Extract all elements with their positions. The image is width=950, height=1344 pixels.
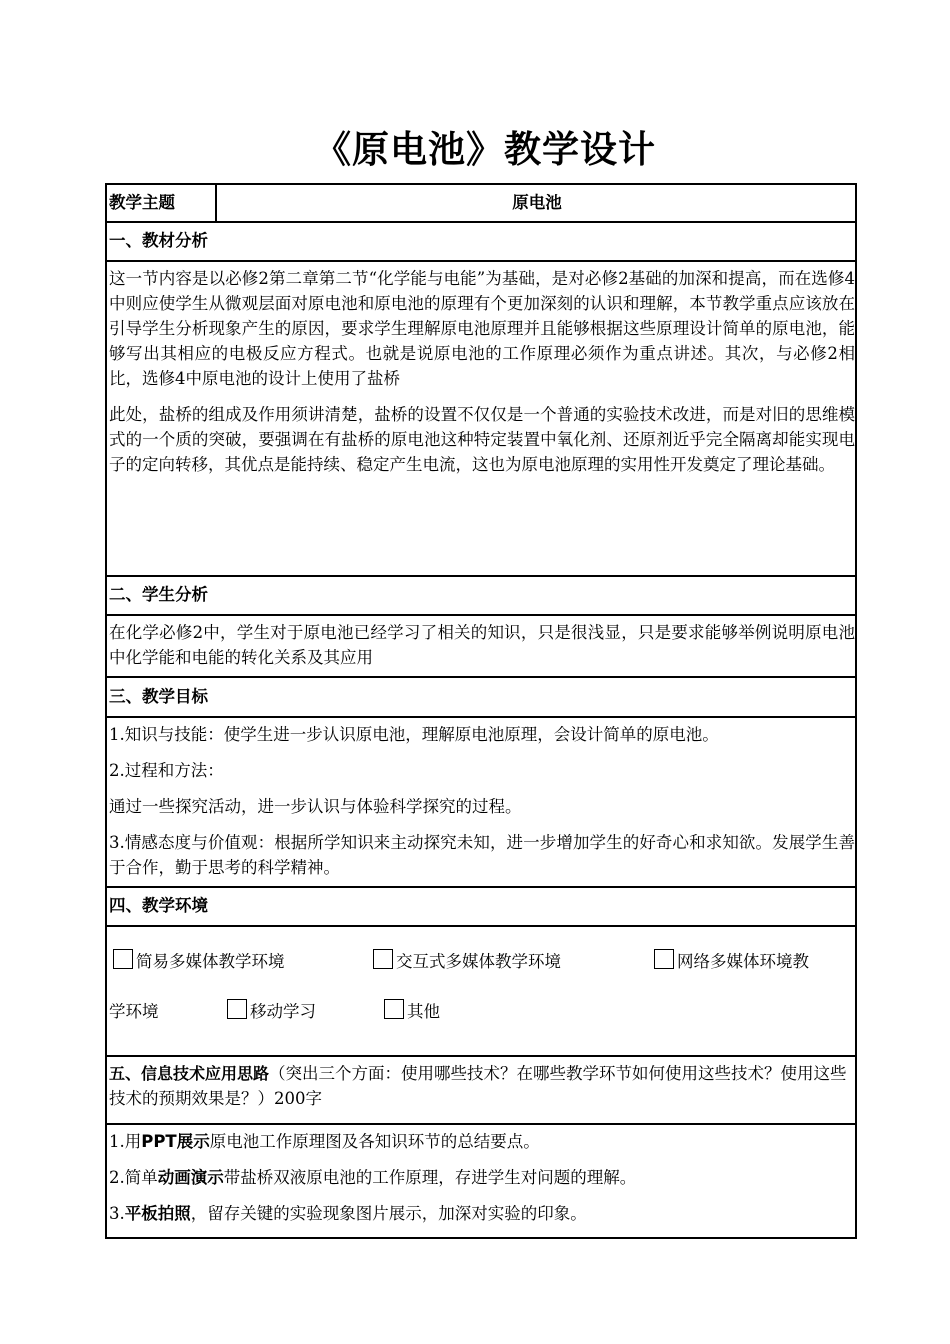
option-network-multimedia[interactable]: 网络多媒体环境教: [654, 949, 809, 974]
lesson-plan-table: [105, 183, 857, 1239]
section-1-paragraph-2: 此处，盐桥的组成及作用须讲清楚，盐桥的设置不仅仅是一个普通的实验技术改进，而是对旧的思维模式的一个质的突破，要强调在有盐桥的原电池这种特定装置中氧化剂、还原剂近乎完全隔离却能实现电子的定向转移，其优点是能持续、稳定产生电流，这也为原电池原理的实用性开发奠定了理论基础。: [109, 405, 855, 474]
section-5-body: [106, 1124, 856, 1238]
option-mobile-learning[interactable]: 移动学习: [227, 999, 316, 1024]
section-heading-row: [106, 1056, 856, 1124]
goal-1: 1.知识与技能：使学生进一步认识原电池，理解原电池原理，会设计简单的原电池。: [109, 725, 719, 744]
section-heading-row: [106, 677, 856, 717]
section-1-heading: 一、教材分析: [106, 222, 856, 261]
section-3-heading: 三、教学目标: [106, 677, 856, 717]
topic-label: 教学主题: [106, 184, 216, 222]
goal-3: 3.情感态度与价值观：根据所学知识来主动探究未知，进一步增加学生的好奇心和求知欲。发展学生善于合作，勤于思考的科学精神。: [109, 833, 855, 877]
tech-item-2: 2.简单动画演示带盐桥双液原电池的工作原理，存进学生对问题的理解。: [109, 1168, 637, 1187]
section-heading-row: [106, 887, 856, 926]
section-2-paragraph: 在化学必修2中，学生对于原电池已经学习了相关的知识，只是很浅显，只是要求能够举例说明原电池中化学能和电能的转化关系及其应用: [109, 623, 855, 667]
tech-item-1: 1.用PPT展示原电池工作原理图及各知识环节的总结要点。: [109, 1132, 540, 1151]
checkbox-icon[interactable]: [384, 999, 404, 1019]
section-1-paragraph-1: 这一节内容是以必修2第二章第二节“化学能与电能”为基础，是对必修2基础的加深和提高，而在选修4中则应使学生从微观层面对原电池和原电池的原理有个更加深刻的认识和理解，本节教学重点应该放在引导学生分析现象产生的原因，要求学生理解原电池原理并且能够根据这些原理设计简单的原电池，能够写出其相应的电极反应方程式。也就是说原电池的工作原理必须作为重点讲述。其次，与必修2相比，选修4中原电池的设计上使用了盐桥: [109, 269, 855, 388]
topic-row: [106, 184, 856, 222]
option-other[interactable]: 其他: [384, 999, 440, 1024]
section-2-heading: 二、学生分析: [106, 576, 856, 615]
section-4-body: [106, 926, 856, 1056]
checkbox-icon[interactable]: [373, 949, 393, 969]
topic-value: 原电池: [216, 184, 856, 222]
section-3-body: [106, 717, 856, 887]
goal-2-detail: 通过一些探究活动，进一步认识与体验科学探究的过程。: [109, 797, 522, 816]
option-network-wrap: 学环境: [109, 1002, 159, 1021]
section-heading-row: [106, 222, 856, 261]
section-5-heading-note: （突出三个方面：使用哪些技术？在哪些教学环节如何使用这些技术？使用这些技术的预期效果是？）200字: [109, 1064, 847, 1108]
option-simple-multimedia[interactable]: 简易多媒体教学环境: [113, 949, 285, 974]
section-1-body: [106, 261, 856, 576]
tech-item-3: 3.平板拍照，留存关键的实验现象图片展示，加深对实验的印象。: [109, 1204, 587, 1223]
option-interactive-multimedia[interactable]: 交互式多媒体教学环境: [373, 949, 561, 974]
checkbox-icon[interactable]: [654, 949, 674, 969]
section-2-body: [106, 615, 856, 677]
section-heading-row: [106, 576, 856, 615]
document-title: 《原电池》教学设计: [314, 128, 656, 171]
checkbox-icon[interactable]: [227, 999, 247, 1019]
section-5-heading: 五、信息技术应用思路: [109, 1064, 270, 1083]
section-4-heading: 四、教学环境: [106, 887, 856, 926]
checkbox-icon[interactable]: [113, 949, 133, 969]
goal-2: 2.过程和方法：: [109, 761, 224, 780]
